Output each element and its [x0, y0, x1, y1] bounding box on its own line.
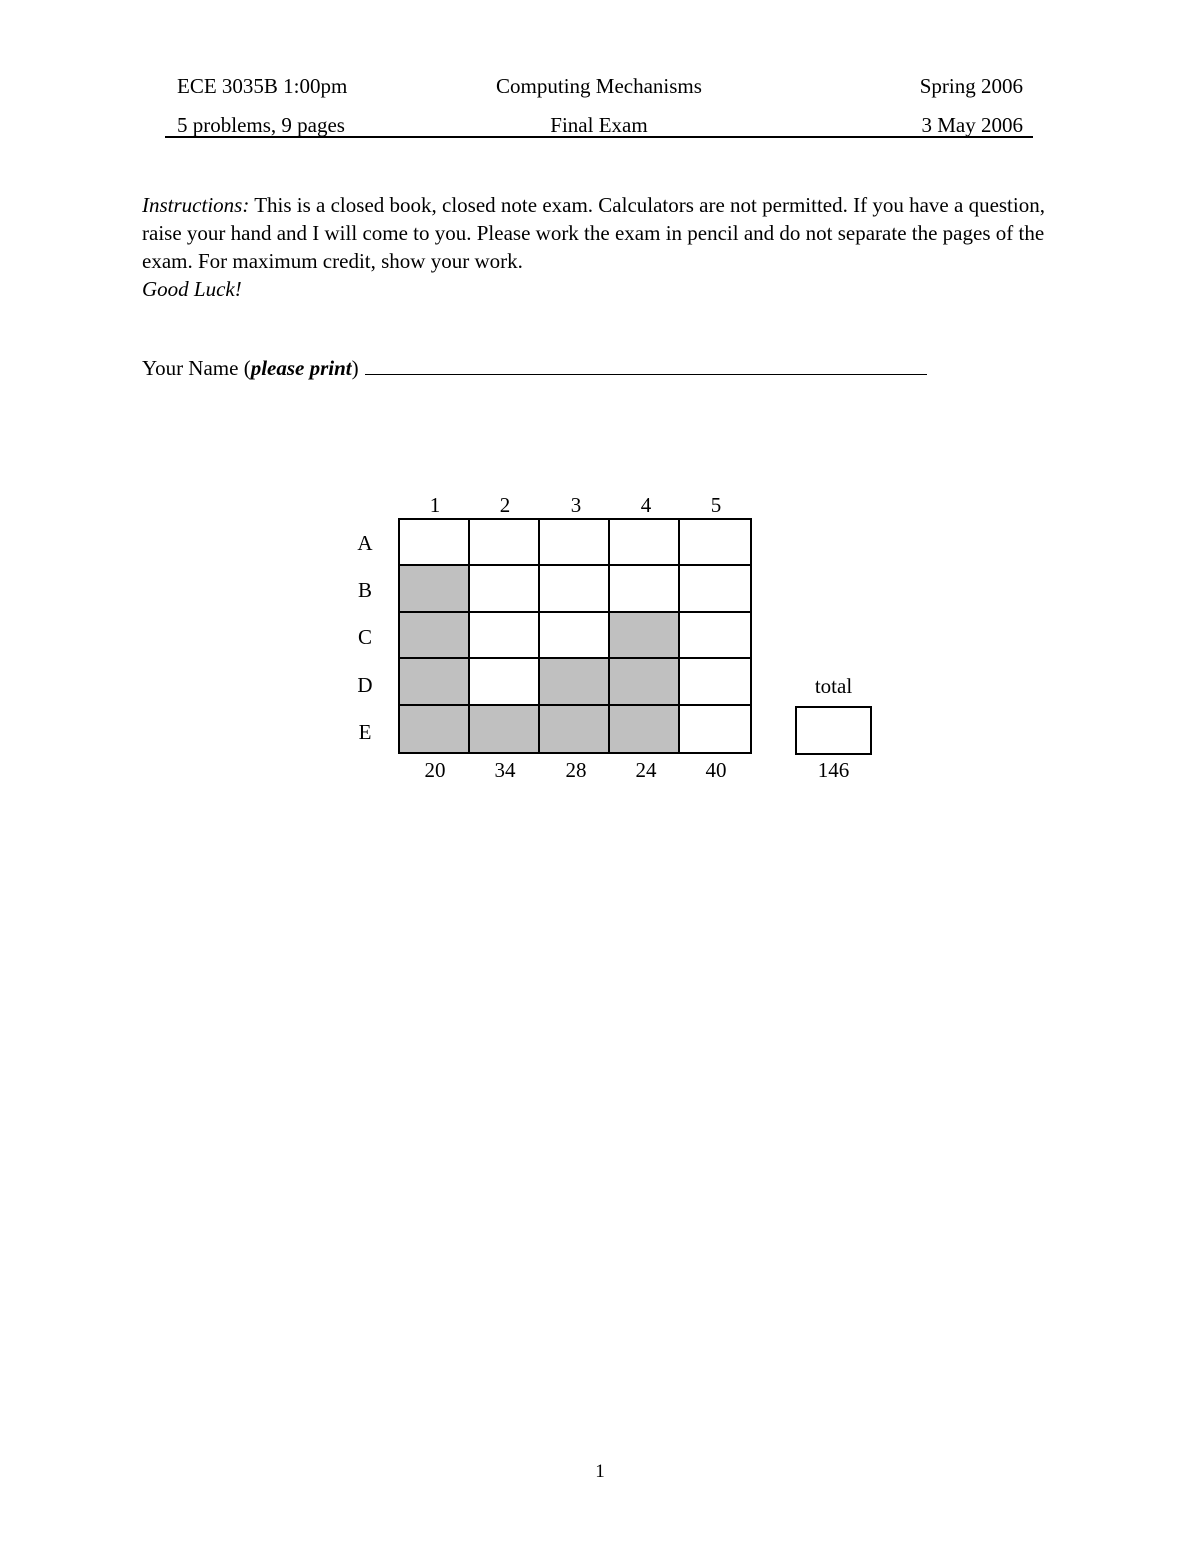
exam-date: 3 May 2006	[921, 113, 1023, 137]
score-cell[interactable]	[680, 613, 750, 659]
column-points: 20	[424, 758, 446, 782]
row-label: D	[357, 673, 373, 697]
score-cell[interactable]	[470, 659, 540, 705]
score-cell[interactable]	[680, 659, 750, 705]
instructions-text: This is a closed book, closed note exam. Calculators are not permitted. If you have a question, raise your hand and I will come to you. Please work the exam in pencil and do not separate the pages of the exam. For maximum credit, show your work.	[142, 193, 1045, 273]
column-label: 2	[499, 493, 511, 517]
score-grid	[398, 518, 752, 754]
total-points: 146	[817, 758, 850, 782]
exam-info: 5 problems, 9 pages	[177, 113, 345, 137]
column-label: 1	[429, 493, 441, 517]
score-cell-shaded	[610, 706, 680, 752]
column-points: 28	[565, 758, 587, 782]
total-label: total	[814, 674, 853, 698]
course-code: ECE 3035B 1:00pm	[177, 74, 348, 98]
score-cell[interactable]	[540, 520, 610, 566]
row-label: B	[357, 578, 372, 602]
score-cell[interactable]	[470, 566, 540, 612]
column-label: 4	[640, 493, 652, 517]
score-cell-shaded	[400, 566, 470, 612]
score-cell[interactable]	[680, 566, 750, 612]
instructions-label: Instructions:	[142, 193, 250, 217]
score-cell[interactable]	[680, 706, 750, 752]
row-label: C	[357, 625, 372, 649]
name-field-emphasis: please print	[250, 356, 352, 380]
row-label: E	[358, 720, 372, 744]
page-number: 1	[595, 1461, 605, 1482]
score-cell-shaded	[610, 613, 680, 659]
course-title: Computing Mechanisms	[496, 74, 702, 98]
name-field-prefix: Your Name (	[142, 356, 251, 380]
column-points: 40	[705, 758, 727, 782]
score-cell-shaded	[540, 659, 610, 705]
score-cell[interactable]	[400, 520, 470, 566]
column-points: 34	[494, 758, 516, 782]
score-cell-shaded	[400, 659, 470, 705]
score-cell[interactable]	[680, 520, 750, 566]
score-cell-shaded	[400, 613, 470, 659]
column-label: 3	[570, 493, 582, 517]
exam-name: Final Exam	[550, 113, 648, 137]
score-cell[interactable]	[610, 566, 680, 612]
score-cell-shaded	[540, 706, 610, 752]
score-cell[interactable]	[470, 520, 540, 566]
score-cell-shaded	[610, 659, 680, 705]
good-luck-text: Good Luck!	[142, 277, 242, 301]
score-cell[interactable]	[540, 566, 610, 612]
total-score-box[interactable]	[795, 706, 872, 755]
row-label: A	[357, 531, 373, 555]
score-cell[interactable]	[540, 613, 610, 659]
score-cell-shaded	[470, 706, 540, 752]
term: Spring 2006	[919, 74, 1023, 98]
column-label: 5	[710, 493, 722, 517]
score-cell[interactable]	[470, 613, 540, 659]
column-points: 24	[635, 758, 657, 782]
score-cell[interactable]	[610, 520, 680, 566]
name-field-suffix: )	[351, 356, 359, 380]
score-cell-shaded	[400, 706, 470, 752]
